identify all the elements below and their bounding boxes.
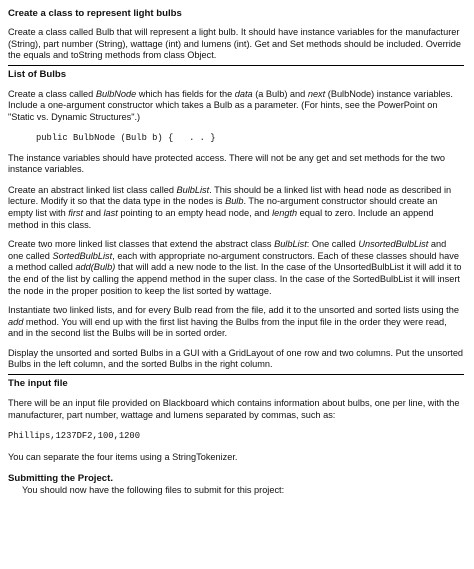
heading-submitting: Submitting the Project. <box>8 472 114 484</box>
paragraph-input-file: There will be an input file provided on Blackboard which contains information about bulbs, one per line, with the manufacturer, part number, wattage and lumens separated by commas, such as: <box>8 398 460 420</box>
paragraph-submit-files: You should now have the following files to submit for this project: <box>22 484 285 495</box>
paragraph-gui-display: Display the unsorted and sorted Bulbs in a GUI with a GridLayout of one row and two columns. Put the unsorted Bulbs in the left column, and the sorted Bulbs in the right column. <box>8 347 464 370</box>
heading-input-file: The input file <box>8 378 68 390</box>
paragraph-bulblist: Create an abstract linked list class called BulbList. This should be a linked list with head node as described in lecture. Modify it so that the data type in the nodes is Bulb. The no-argument constructor should create an empty list with first and last pointing to an empty head node, and length equal to zero. Include an append method in this class. <box>8 184 452 230</box>
code-sample-line: Phillips,1237DF2,100,1200 <box>8 431 140 442</box>
paragraph-tokenizer: You can separate the four items using a StringTokenizer. <box>8 452 238 463</box>
paragraph-bulb-class: Create a class called Bulb that will represent a light bulb. It should have instance variables for the manufacturer (String), part number (String), wattage (int) and lumens (int). Get and Set methods should be included. Override the equals and toString methods from class Object. <box>8 27 461 61</box>
paragraph-bulbnode: Create a class called BulbNode which has fields for the data (a Bulb) and next (BulbNode) instance variables. Include a one-argument constructor which takes a Bulb as a parameter. (For hints, see the PowerPoint on "Static vs. Dynamic Structures".) <box>8 88 453 122</box>
paragraph-sorted-unsorted: Create two more linked list classes that extend the abstract class BulbList: One called UnsortedBulbList and one called SortedBulbList, each with appropriate no-argument constructors. Each of these classes should have a method called add(Bulb) that will add a new node to the list. In the case of the UnsortedBulbList it will add it to the end of the list by calling the append method in the super class. In the case of the SortedBulbList it will insert the node in the proper position to keep the list sorted by wattage. <box>8 239 462 296</box>
paragraph-protected-access: The instance variables should have protected access. There will not be any get and set methods for the two instance variables. <box>8 152 445 175</box>
heading-list-of-bulbs: List of Bulbs <box>8 68 67 80</box>
paragraph-instantiate: Instantiate two linked lists, and for every Bulb read from the file, add it to the unsorted and sorted lists using the add method. You will end up with the first list having the Bulbs from the input file in the order they were read, and in the second list the Bulbs will be in sorted order. <box>8 305 459 339</box>
heading-light-bulbs: Create a class to represent light bulbs <box>8 8 182 19</box>
code-bulbnode-constructor: public BulbNode (Bulb b) { . . } <box>36 132 216 143</box>
